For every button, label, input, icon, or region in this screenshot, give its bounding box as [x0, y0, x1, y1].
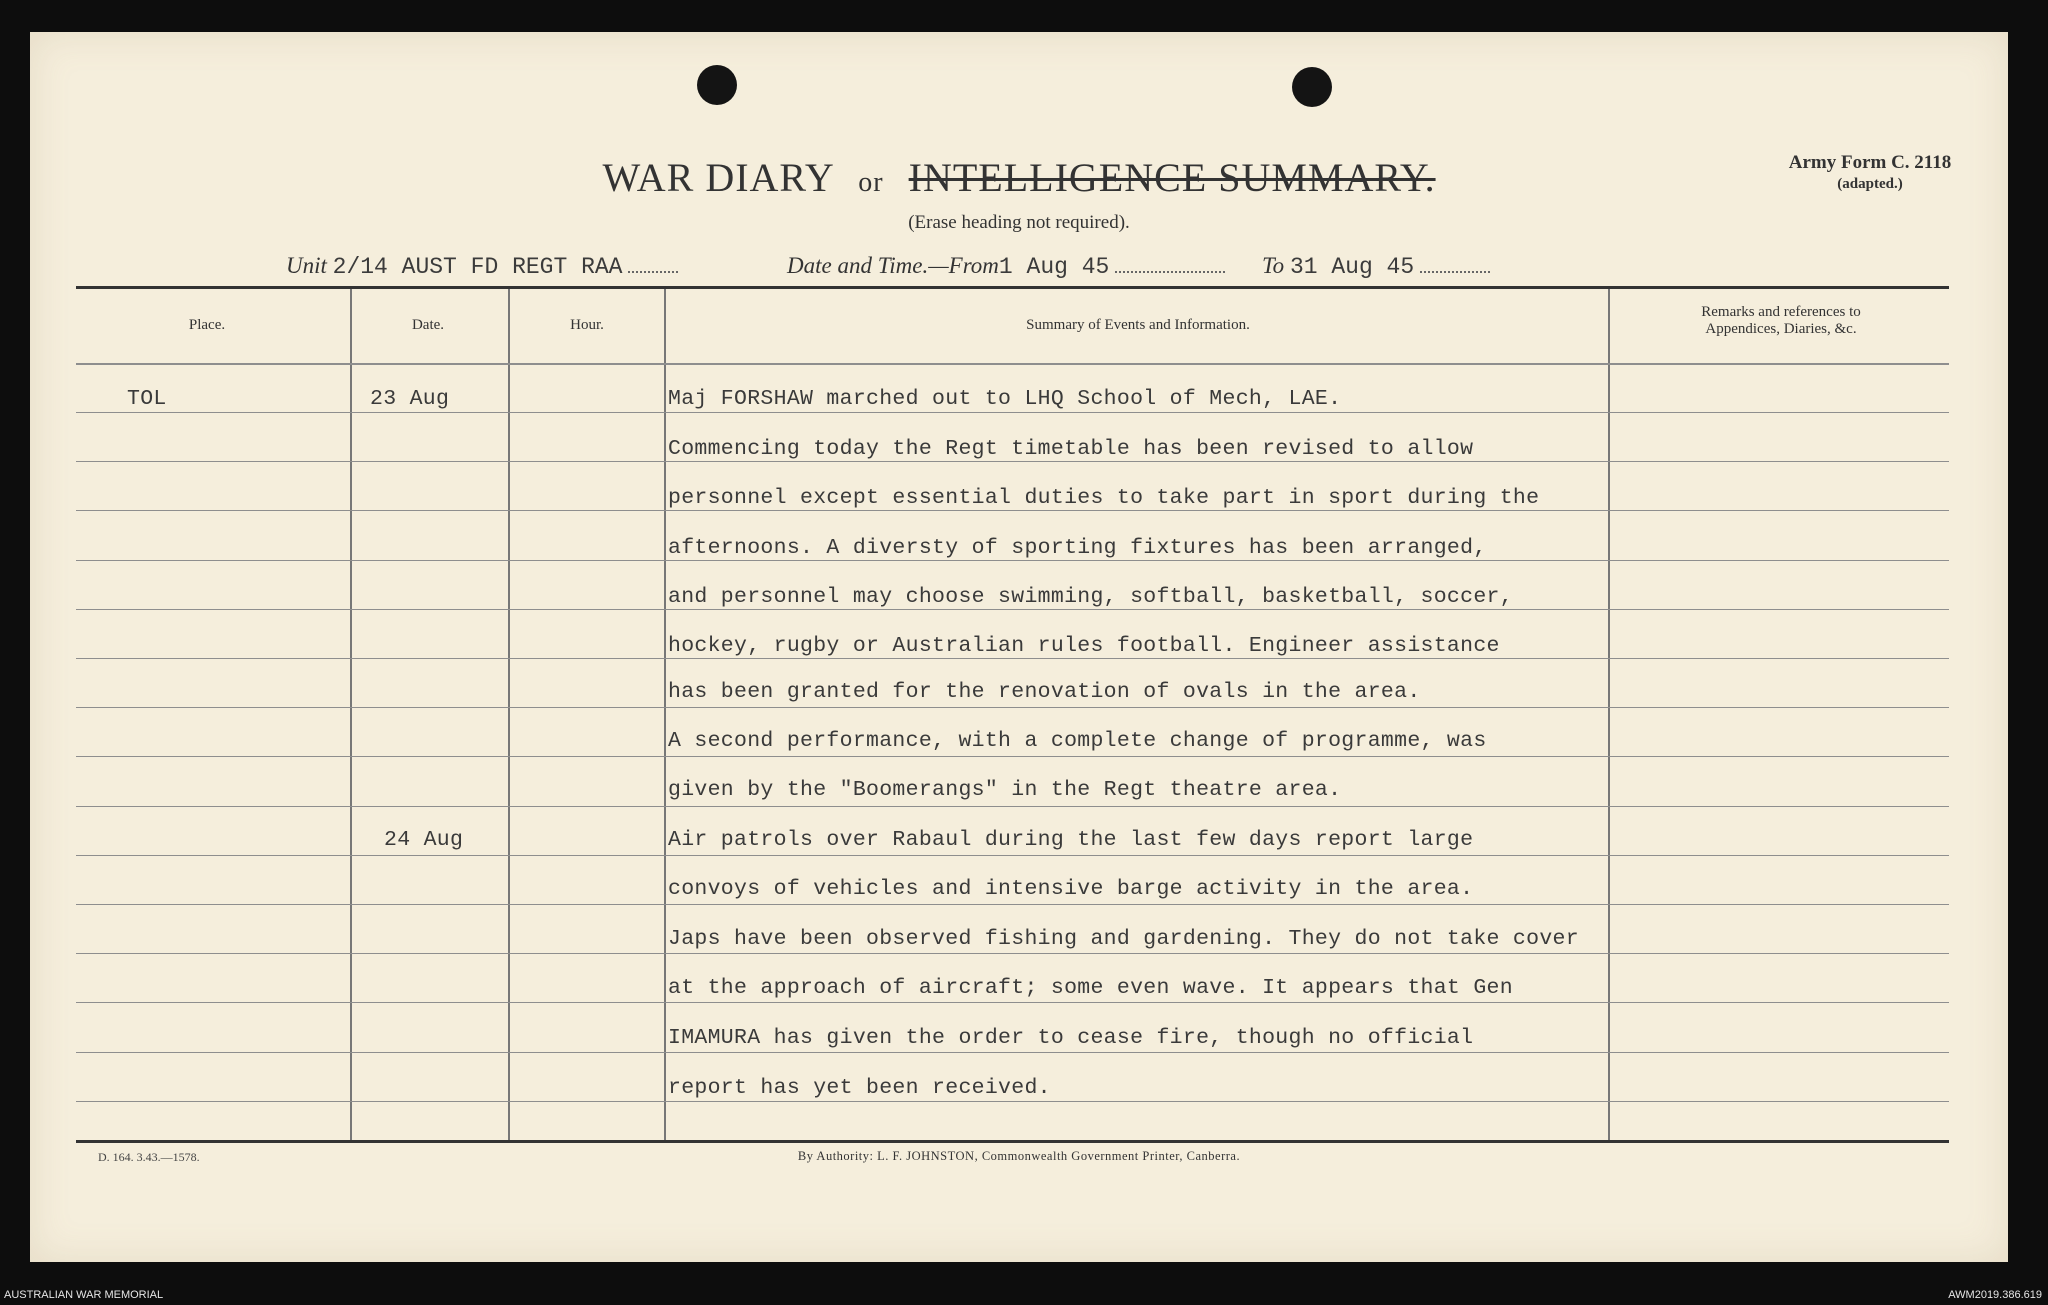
unit-value: 2/14 AUST FD REGT RAA	[332, 254, 623, 280]
col-hour: Hour.	[570, 317, 604, 333]
entry-line: given by the "Boomerangs" in the Regt theatre area.	[668, 778, 1342, 802]
from-value: 1 Aug 45	[998, 254, 1110, 280]
footer-rule	[76, 1140, 1949, 1143]
to-value: 31 Aug 45	[1289, 254, 1415, 280]
army-form-sub: (adapted.)	[1837, 176, 1903, 192]
army-form-number: Army Form C. 2118	[1788, 152, 1952, 173]
col-place: Place.	[188, 317, 226, 333]
header-bottom-rule	[76, 363, 1949, 365]
entry-line: Japs have been observed fishing and gardening. They do not take cover	[668, 927, 1579, 951]
ruled-line	[76, 1101, 1949, 1102]
entry-line: at the approach of aircraft; some even wave. It appears that Gen	[668, 976, 1513, 1000]
to-dots	[1420, 253, 1490, 273]
form-code: D. 164. 3.43.—1578.	[98, 1150, 200, 1164]
col-remarks-line1: Remarks and references to	[1701, 304, 1861, 320]
entry-date: 23 Aug	[370, 387, 450, 411]
column-divider	[508, 289, 510, 1141]
col-remarks-line2: Appendices, Diaries, &c.	[1705, 321, 1857, 337]
ruled-line	[76, 904, 1949, 905]
from-dots	[1115, 253, 1225, 273]
entry-line: A second performance, with a complete change of programme, was	[668, 729, 1487, 753]
title-struck: INTELLIGENCE SUMMARY.	[908, 155, 1436, 200]
column-divider	[350, 289, 352, 1141]
column-divider	[1608, 289, 1610, 1141]
army-form-label	[1755, 152, 1985, 193]
entry-line: hockey, rugby or Australian rules football. Engineer assistance	[668, 634, 1500, 658]
unit-field	[286, 253, 678, 280]
col-date: Date.	[411, 317, 445, 333]
entry-line: Maj FORSHAW marched out to LHQ School of Mech, LAE.	[668, 387, 1342, 411]
punch-hole	[697, 65, 737, 105]
ruled-line	[76, 953, 1949, 954]
ruled-line	[76, 756, 1949, 757]
header-rule	[76, 286, 1949, 289]
date-from-field	[787, 253, 1225, 280]
entry-line: report has yet been received.	[668, 1076, 1051, 1100]
entry-line: IMAMURA has given the order to cease fire, though no official	[668, 1026, 1474, 1050]
entry-line: Commencing today the Regt timetable has been revised to allow	[668, 437, 1474, 461]
ruled-line	[76, 560, 1949, 561]
col-summary: Summary of Events and Information.	[1026, 317, 1250, 333]
ruled-line	[76, 707, 1949, 708]
title-main: WAR DIARY	[602, 155, 834, 200]
archive-id: AWM2019.386.619	[1948, 1289, 2042, 1301]
form-title	[30, 154, 2008, 201]
col-remarks	[1612, 304, 1950, 338]
ruled-line	[76, 855, 1949, 856]
punch-hole	[1292, 67, 1332, 107]
entry-date: 24 Aug	[384, 828, 464, 852]
entry-line: personnel except essential duties to take part in sport during the	[668, 486, 1540, 510]
entry-line: and personnel may choose swimming, softball, basketball, soccer,	[668, 585, 1513, 609]
ruled-line	[76, 461, 1949, 462]
entry-place: TOL	[127, 387, 167, 411]
erase-note: (Erase heading not required).	[908, 212, 1130, 233]
ruled-line	[76, 412, 1949, 413]
date-time-label: Date and Time.—From	[787, 253, 999, 278]
entry-line: convoys of vehicles and intensive barge activity in the area.	[668, 877, 1474, 901]
entry-line: afternoons. A diversty of sporting fixtures has been arranged,	[668, 536, 1487, 560]
ruled-line	[76, 1052, 1949, 1053]
title-or: or	[858, 167, 884, 198]
ruled-line	[76, 609, 1949, 610]
ruled-line	[76, 806, 1949, 807]
diary-sheet	[30, 32, 2008, 1262]
entry-line: Air patrols over Rabaul during the last few days report large	[668, 828, 1474, 852]
entry-line: has been granted for the renovation of ovals in the area.	[668, 680, 1421, 704]
ruled-line	[76, 510, 1949, 511]
unit-dots	[628, 253, 678, 273]
ruled-line	[76, 658, 1949, 659]
to-label: To	[1262, 253, 1285, 278]
date-to-field	[1262, 253, 1490, 280]
printer-authority: By Authority: L. F. JOHNSTON, Commonwealth Government Printer, Canberra.	[797, 1149, 1241, 1163]
column-divider	[664, 289, 666, 1141]
archive-credit: AUSTRALIAN WAR MEMORIAL	[4, 1289, 164, 1301]
ruled-line	[76, 1002, 1949, 1003]
unit-label: Unit	[286, 253, 327, 278]
